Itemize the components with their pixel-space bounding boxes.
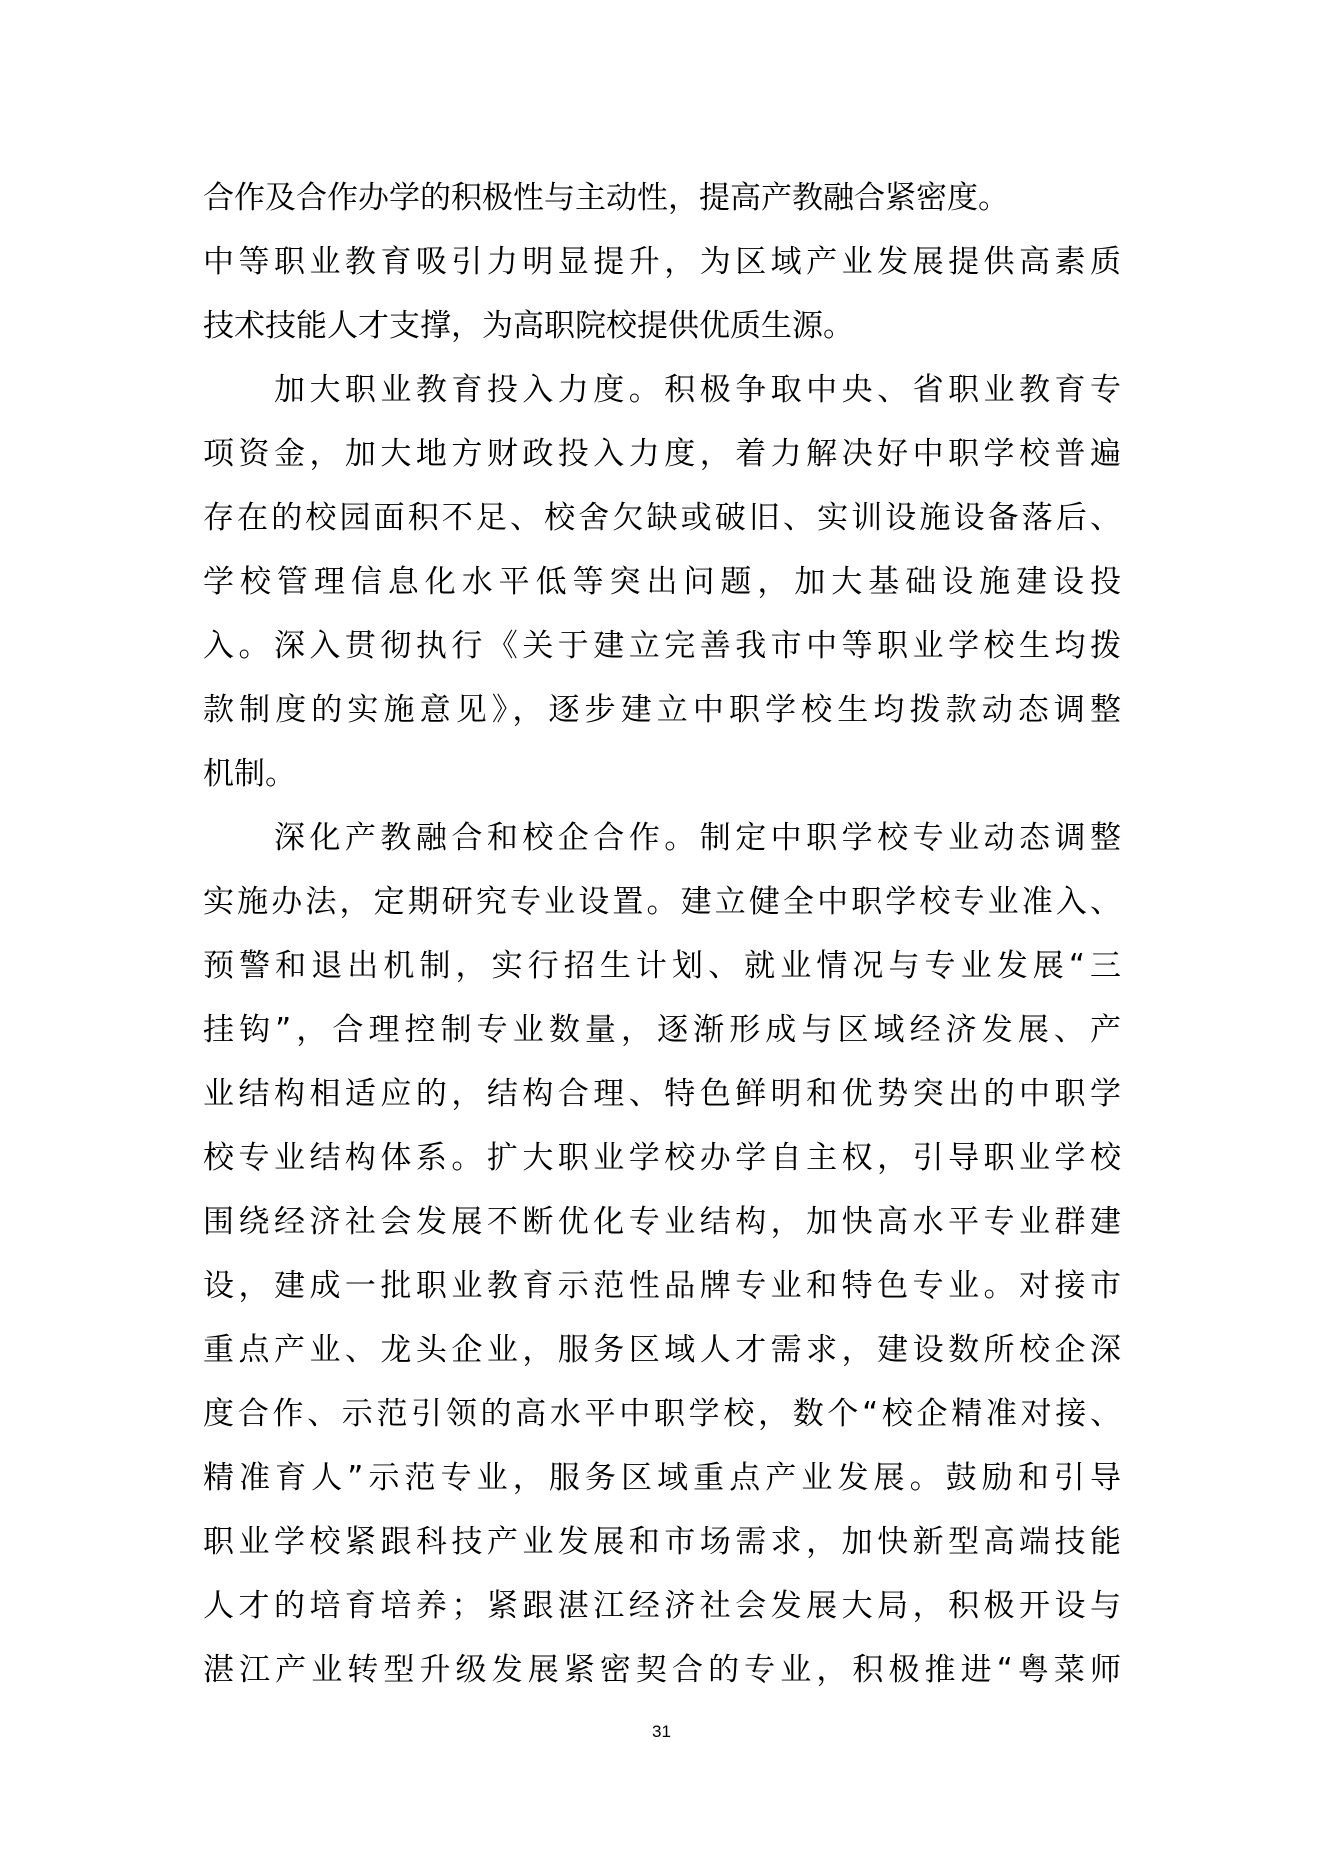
text-line: 深化产教融合和校企合作。制定中职学校专业动态调整 bbox=[203, 820, 1121, 856]
text-line: 款制度的实施意见》，逐步建立中职学校生均拨款动态调整 bbox=[203, 692, 1121, 728]
text-line: 中等职业教育吸引力明显提升，为区域产业发展提供高素质 bbox=[203, 244, 1121, 280]
text-line: 湛江产业转型升级发展紧密契合的专业，积极推进“粤菜师 bbox=[203, 1652, 1121, 1688]
text-line: 围绕经济社会发展不断优化专业结构，加快高水平专业群建 bbox=[203, 1204, 1121, 1240]
text-line: 预警和退出机制，实行招生计划、就业情况与专业发展“三 bbox=[203, 948, 1121, 984]
text-line: 存在的校园面积不足、校舍欠缺或破旧、实训设施设备落后、 bbox=[203, 500, 1121, 536]
text-line: 学校管理信息化水平低等突出问题，加大基础设施建设投 bbox=[203, 564, 1121, 600]
page-number: 31 bbox=[652, 1722, 671, 1741]
text-line: 设，建成一批职业教育示范性品牌专业和特色专业。对接市 bbox=[203, 1268, 1121, 1304]
text-line: 度合作、示范引领的高水平中职学校，数个“校企精准对接、 bbox=[203, 1396, 1121, 1432]
text-line: 业结构相适应的，结构合理、特色鲜明和优势突出的中职学 bbox=[203, 1076, 1121, 1112]
text-line: 实施办法，定期研究专业设置。建立健全中职学校专业准入、 bbox=[203, 884, 1121, 920]
text-line: 精准育人”示范专业，服务区域重点产业发展。鼓励和引导 bbox=[203, 1460, 1121, 1496]
text-line: 技术技能人才支撑，为高职院校提供优质生源。 bbox=[203, 308, 854, 344]
text-line: 重点产业、龙头企业，服务区域人才需求，建设数所校企深 bbox=[203, 1332, 1121, 1368]
body-text bbox=[203, 166, 1121, 1702]
text-line: 机制。 bbox=[203, 756, 296, 792]
text-line: 合作及合作办学的积极性与主动性，提高产教融合紧密度。 bbox=[203, 180, 1009, 216]
text-line: 职业学校紧跟科技产业发展和市场需求，加快新型高端技能 bbox=[203, 1524, 1121, 1560]
text-line: 入。深入贯彻执行《关于建立完善我市中等职业学校生均拨 bbox=[203, 628, 1121, 664]
text-line: 校专业结构体系。扩大职业学校办学自主权，引导职业学校 bbox=[203, 1140, 1121, 1176]
text-line: 加大职业教育投入力度。积极争取中央、省职业教育专 bbox=[203, 372, 1121, 408]
text-line: 人才的培育培养；紧跟湛江经济社会发展大局，积极开设与 bbox=[203, 1588, 1121, 1624]
text-line: 挂钩”，合理控制专业数量，逐渐形成与区域经济发展、产 bbox=[203, 1012, 1121, 1048]
text-line: 项资金，加大地方财政投入力度，着力解决好中职学校普遍 bbox=[203, 436, 1121, 472]
